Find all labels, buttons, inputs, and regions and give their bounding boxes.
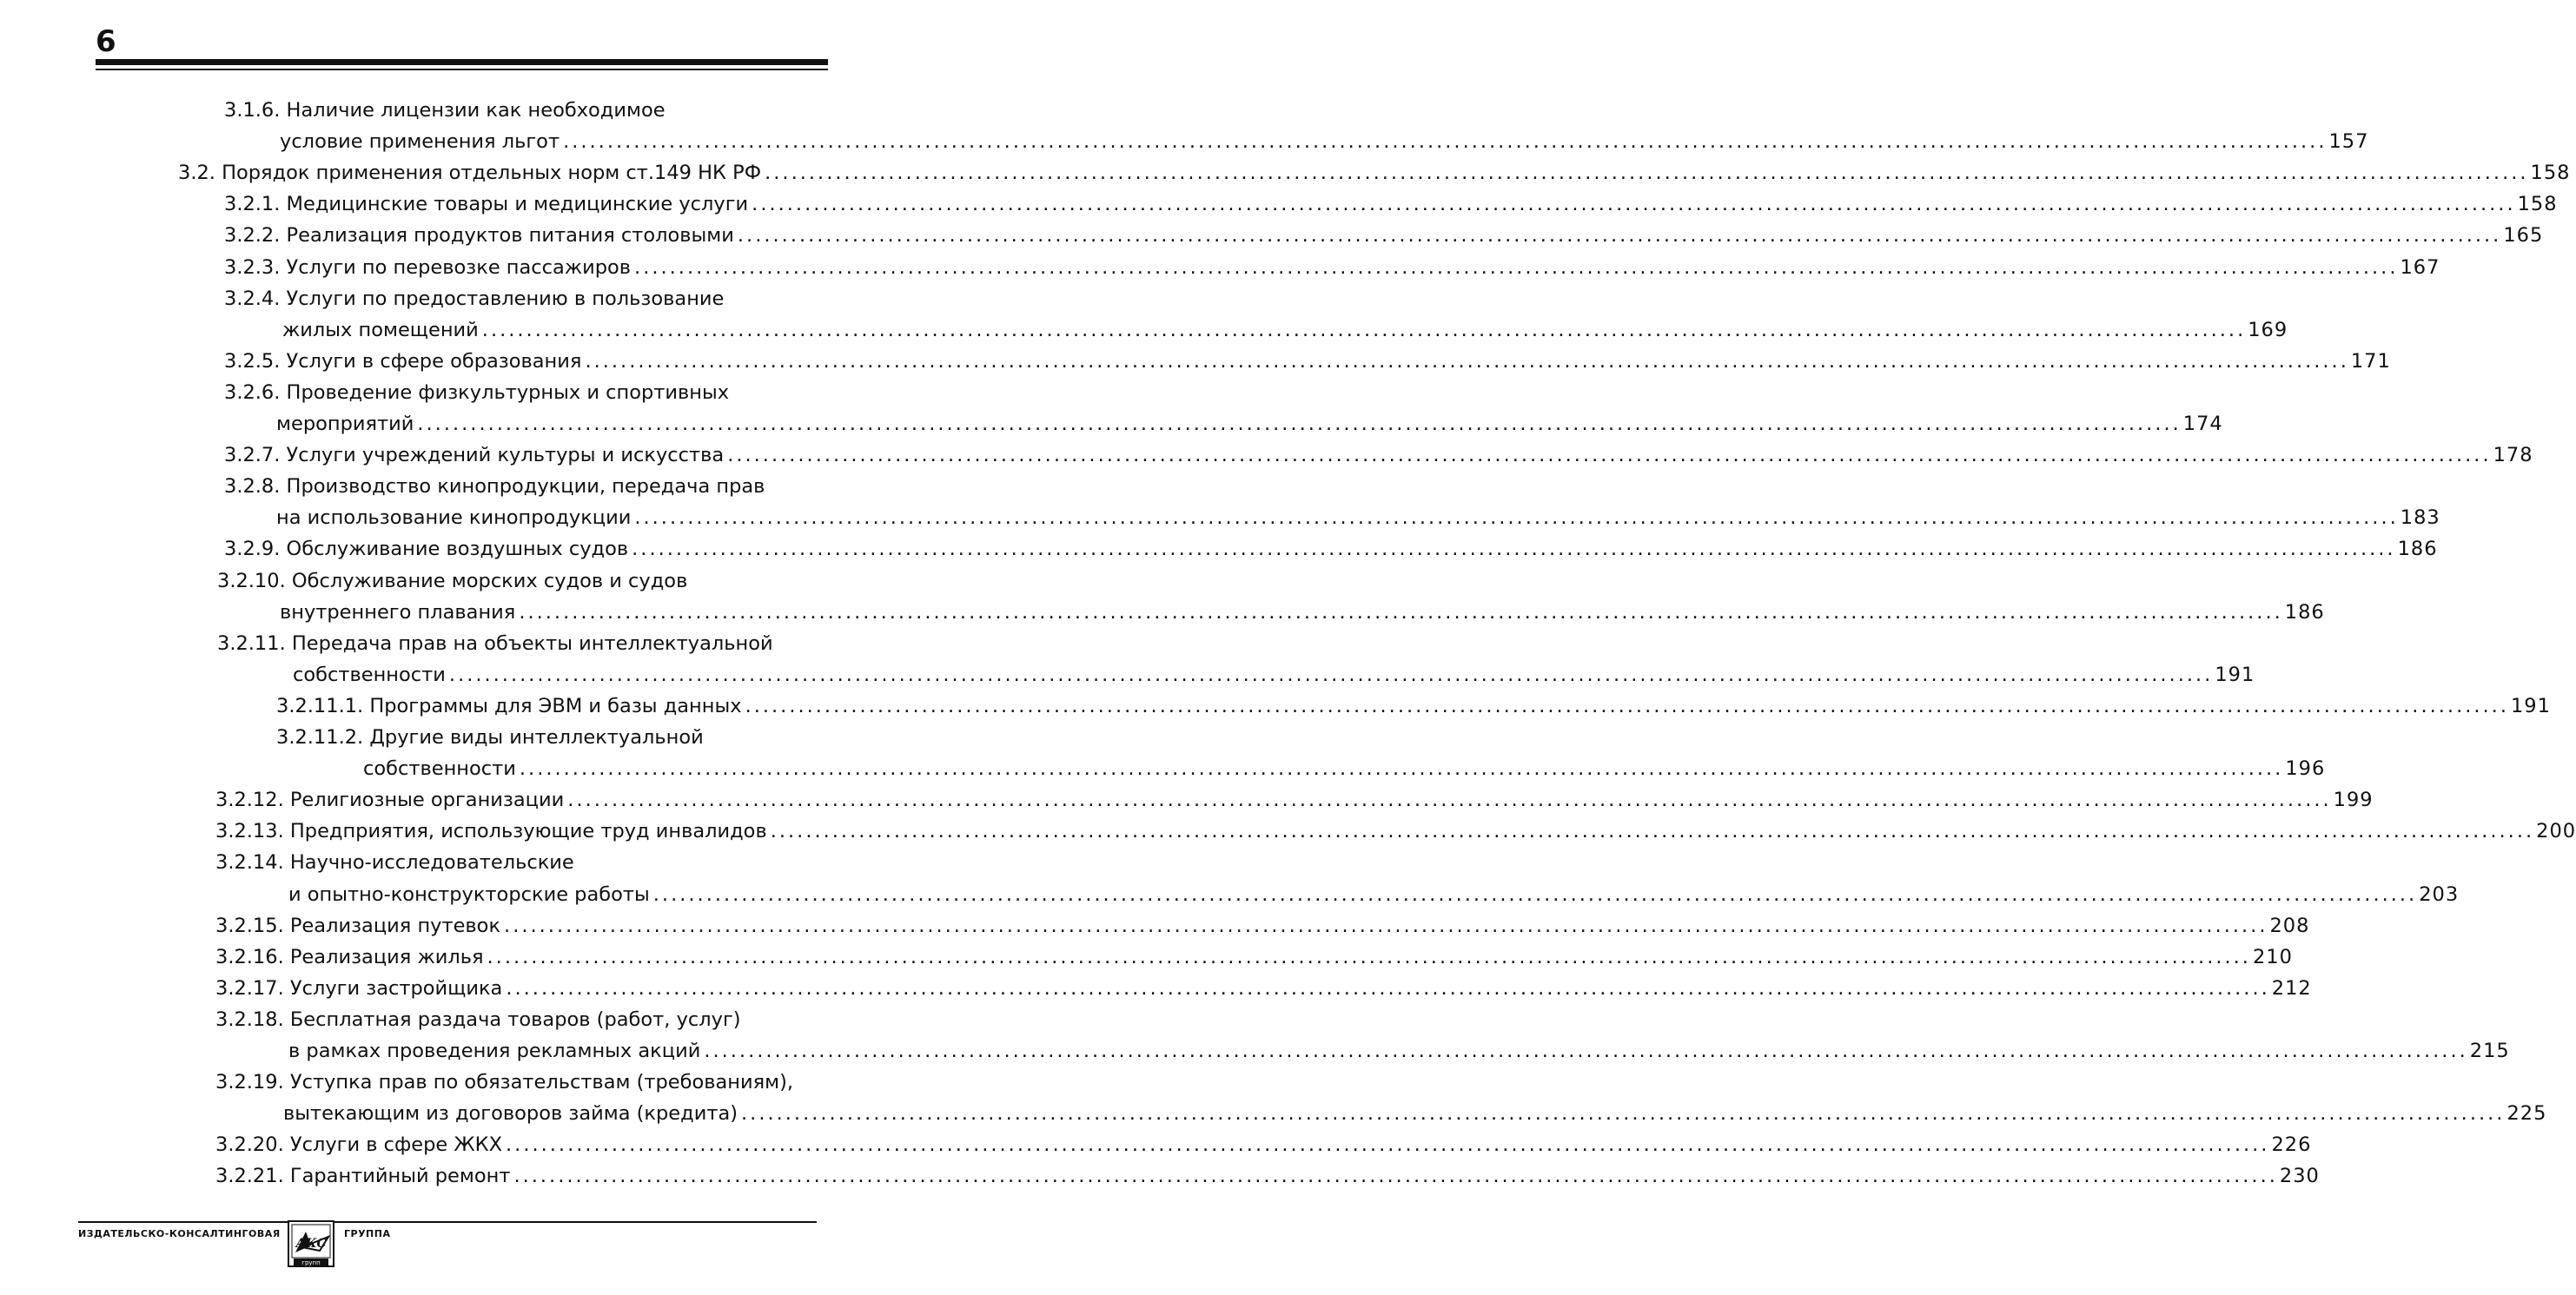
toc-leader-dots: ........................................................................................................................................................................................................: [487, 945, 2251, 968]
toc-leader-dots: ........................................................................................................................................................................................................: [506, 1133, 2270, 1157]
toc-entry: [224, 251, 2440, 281]
toc-entry-title: 3.2.4. Услуги по предоставлению в пользование: [224, 287, 725, 310]
toc-leader-dots: ........................................................................................................................................................................................................: [504, 914, 2268, 937]
toc-entry-page: 191: [2510, 694, 2551, 717]
toc-entry-page: 226: [2271, 1133, 2312, 1157]
toc-entry-title: 3.2.21. Гарантийный ремонт: [215, 1165, 511, 1188]
toc-entry-title: 3.2.11.1. Программы для ЭВМ и базы данных: [276, 694, 742, 717]
toc-leader-dots: ........................................................................................................................................................................................................: [567, 789, 2332, 812]
toc-entry-title: 3.2.13. Предприятия, использующие труд инвалидов: [215, 820, 767, 843]
page-number: 6: [96, 24, 116, 59]
toc-entry-page: 208: [2269, 914, 2310, 937]
toc-entry-title: 3.2.15. Реализация путевок: [215, 914, 501, 937]
toc-entry: [215, 1128, 2312, 1158]
toc-entry: [215, 783, 2374, 813]
toc-entry-title: 3.2.1. Медицинские товары и медицинские услуги: [224, 193, 749, 216]
toc-entry: [276, 721, 704, 750]
toc-entry: [280, 596, 2325, 625]
toc-leader-dots: ........................................................................................................................................................................................................: [417, 413, 2182, 435]
toc-entry-title: 3.2.7. Услуги учреждений культуры и искусства: [224, 444, 725, 467]
toc-leader-dots: ........................................................................................................................................................................................................: [519, 600, 2283, 624]
toc-entry-title: 3.2.8. Производство кинопродукции, передача прав: [224, 475, 765, 499]
toc-leader-dots: ........................................................................................................................................................................................................: [737, 224, 2502, 248]
toc-leader-dots: ........................................................................................................................................................................................................: [770, 820, 2535, 843]
toc-entry: [288, 1034, 2510, 1064]
toc-leader-dots: ........................................................................................................................................................................................................: [765, 162, 2529, 185]
toc-entry: [293, 658, 2255, 688]
toc-leader-dots: ........................................................................................................................................................................................................: [513, 1165, 2278, 1188]
toc-entry-title: внутреннего плавания: [280, 600, 516, 624]
toc-entry-page: 199: [2333, 789, 2374, 812]
toc-entry-title: 3.2.17. Услуги застройщика: [215, 976, 503, 1000]
toc-entry-title: на использование кинопродукции: [276, 506, 632, 530]
toc-entry-page: 191: [2215, 663, 2255, 686]
toc-entry-title: 3.2.18. Бесплатная раздача товаров (работ, услуг): [215, 1008, 741, 1031]
toc-leader-dots: ........................................................................................................................................................................................................: [704, 1040, 2468, 1062]
toc-entry: [363, 752, 2326, 782]
toc-entry-title: 3.2.19. Уступка прав по обязательствам (требованиям),: [215, 1071, 794, 1094]
toc-entry: [224, 188, 2558, 217]
toc-entry: [224, 282, 724, 312]
toc-entry: [178, 156, 2571, 186]
toc-entry-title: 3.2.2. Реализация продуктов питания столовыми: [224, 224, 734, 248]
toc-entry-title: собственности: [293, 663, 446, 686]
toc-entry-title: 3.2.3. Услуги по перевозке пассажиров: [224, 255, 632, 279]
toc-entry-title: 3.2.14. Научно-исследовательские: [215, 851, 574, 875]
toc-entry: [215, 1003, 741, 1033]
toc-leader-dots: ........................................................................................................................................................................................................: [563, 130, 2328, 154]
toc-entry-page: 158: [2530, 162, 2571, 185]
footer-rule: [78, 1221, 817, 1223]
toc-entry-page: 203: [2419, 882, 2460, 906]
toc-entry: [215, 1160, 2320, 1189]
toc-entry-title: собственности: [363, 757, 516, 781]
toc-entry-page: 183: [2400, 506, 2440, 530]
toc-entry: [288, 878, 2460, 908]
toc-entry: [215, 1066, 793, 1095]
toc-entry: [224, 470, 765, 499]
toc-leader-dots: ........................................................................................................................................................................................................: [481, 318, 2247, 341]
toc-entry: [282, 314, 2288, 343]
toc-entry-page: 186: [2397, 538, 2438, 561]
toc-entry: [215, 972, 2312, 1001]
toc-entry-title: 3.2.11.2. Другие виды интеллектуальной: [276, 726, 704, 749]
toc-entry: [215, 846, 574, 875]
toc-entry-title: 3.2.12. Религиозные организации: [215, 789, 565, 812]
toc-entry: [217, 565, 687, 594]
toc-entry-page: 157: [2328, 130, 2369, 154]
toc-entry-page: 178: [2493, 444, 2533, 467]
toc-entry-page: 230: [2279, 1165, 2320, 1188]
toc-entry-page: 212: [2271, 976, 2312, 1000]
toc-leader-dots: ........................................................................................................................................................................................................: [448, 663, 2214, 686]
toc-entry-title: в рамках проведения рекламных акций: [288, 1040, 701, 1062]
toc-entry: [224, 376, 729, 406]
toc-entry-page: 165: [2503, 224, 2544, 248]
toc-entry: [215, 815, 2576, 844]
header-rule-thin: [96, 69, 828, 70]
header-rule-thick: [96, 59, 828, 65]
toc-entry-page: 171: [2350, 349, 2391, 373]
toc-entry-title: 3.2.16. Реализация жилья: [215, 945, 484, 968]
toc-entry-title: 3.2.20. Услуги в сфере ЖКХ: [215, 1133, 503, 1157]
toc-entry-title: и опытно-конструкторские работы: [288, 882, 650, 906]
toc-entry-page: 169: [2248, 318, 2288, 341]
toc-entry: [224, 94, 666, 123]
toc-leader-dots: ........................................................................................................................................................................................................: [745, 694, 2509, 717]
toc-entry: [224, 532, 2438, 562]
toc-entry-title: жилых помещений: [282, 318, 479, 341]
toc-entry: [215, 941, 2293, 970]
toc-entry-title: 3.1.6. Наличие лицензии как необходимое: [224, 99, 666, 122]
toc-leader-dots: ........................................................................................................................................................................................................: [727, 444, 2492, 467]
toc-entry: [215, 909, 2310, 939]
toc-entry-page: 186: [2284, 600, 2325, 624]
toc-entry-page: 196: [2285, 757, 2326, 781]
toc-entry-page: 200: [2536, 820, 2576, 843]
toc-entry: [224, 345, 2391, 374]
toc-entry-title: 3.2.6. Проведение физкультурных и спортивных: [224, 380, 730, 404]
toc-leader-dots: ........................................................................................................................................................................................................: [519, 757, 2284, 781]
toc-entry-title: 3.2. Порядок применения отдельных норм ст.149 НК РФ: [178, 162, 762, 185]
toc-entry: [276, 501, 2440, 531]
toc-entry-title: вытекающим из договоров займа (кредита): [283, 1102, 738, 1126]
toc-entry: [283, 1097, 2547, 1127]
toc-entry-title: 3.2.11. Передача прав на объекты интеллектуальной: [217, 631, 773, 655]
footer-publisher-right: ГРУППА: [344, 1228, 391, 1239]
toc-entry: [224, 439, 2533, 468]
toc-leader-dots: ........................................................................................................................................................................................................: [634, 506, 2399, 530]
toc-leader-dots: ........................................................................................................................................................................................................: [652, 882, 2418, 906]
toc-entry: [217, 627, 773, 657]
toc-leader-dots: ........................................................................................................................................................................................................: [634, 255, 2399, 279]
toc-entry-title: мероприятий: [276, 413, 414, 435]
logo-lettering: АКС: [295, 1237, 327, 1251]
toc-leader-dots: ........................................................................................................................................................................................................: [632, 538, 2396, 561]
toc-entry-page: 210: [2252, 945, 2293, 968]
toc-entry-page: 215: [2469, 1040, 2510, 1062]
footer-publisher-left: ИЗДАТЕЛЬСКО-КОНСАЛТИНГОВАЯ: [78, 1228, 281, 1239]
toc-entry: [280, 125, 2369, 155]
toc-entry-page: 167: [2400, 255, 2440, 279]
toc-entry-title: 3.2.10. Обслуживание морских судов и судов: [217, 569, 688, 592]
toc-entry-page: 158: [2517, 193, 2558, 216]
toc-entry: [276, 407, 2223, 437]
toc-entry: [276, 690, 2551, 719]
logo-sub-lettering: групп: [301, 1259, 321, 1266]
toc-entry-page: 174: [2182, 413, 2223, 435]
toc-leader-dots: ........................................................................................................................................................................................................: [506, 976, 2270, 1000]
toc-leader-dots: ........................................................................................................................................................................................................: [585, 349, 2349, 373]
publisher-logo: [285, 1219, 337, 1268]
toc-leader-dots: ........................................................................................................................................................................................................: [741, 1102, 2506, 1126]
toc-entry: [224, 219, 2544, 248]
toc-entry-title: 3.2.9. Обслуживание воздушных судов: [224, 538, 629, 561]
toc-entry-title: 3.2.5. Услуги в сфере образования: [224, 349, 582, 373]
toc-entry-title: условие применения льгот: [280, 130, 560, 154]
toc-leader-dots: ........................................................................................................................................................................................................: [752, 193, 2516, 216]
toc-entry-page: 225: [2506, 1102, 2547, 1126]
